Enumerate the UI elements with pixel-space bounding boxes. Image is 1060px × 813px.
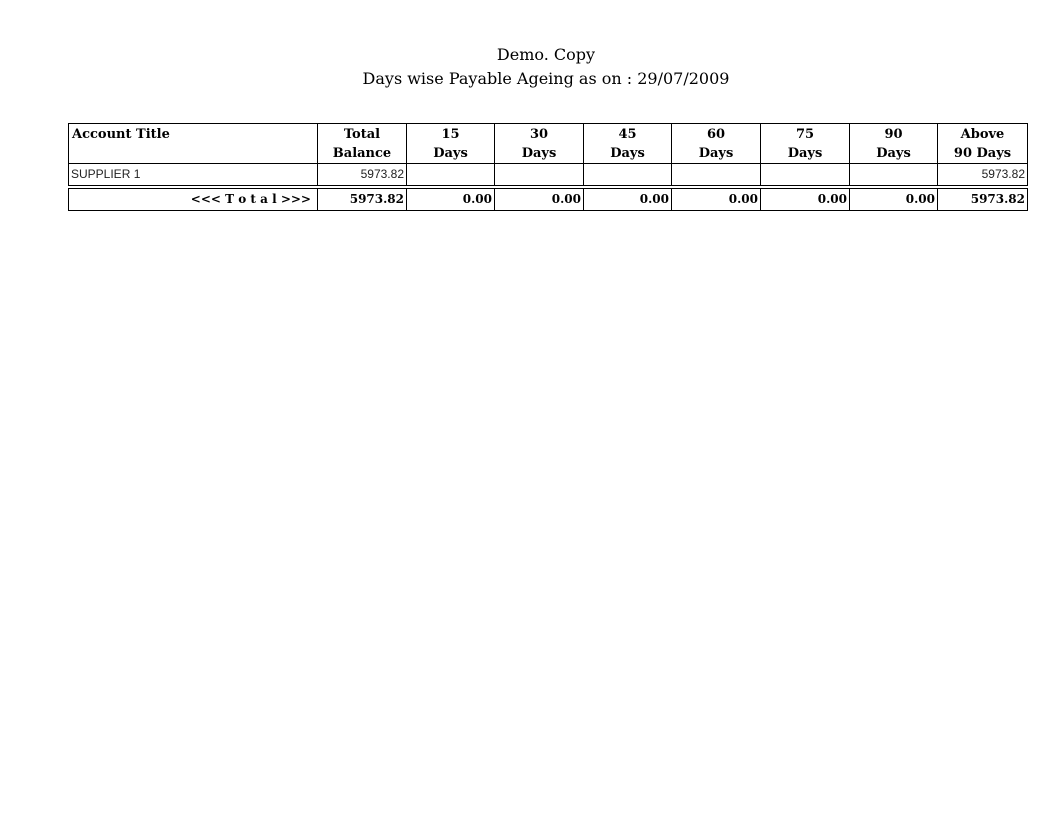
days-60-sum: 0.00 xyxy=(672,189,761,211)
column-header-30-days: 30 Days xyxy=(495,124,584,164)
total-balance-cell: 5973.82 xyxy=(318,164,407,186)
above-90-days-sum: 5973.82 xyxy=(938,189,1028,211)
column-header-account-title: Account Title xyxy=(69,124,318,164)
report-title: Days wise Payable Ageing as on : 29/07/2009 xyxy=(362,69,730,88)
column-header-90-days: 90 Days xyxy=(850,124,938,164)
account-title-cell: SUPPLIER 1 xyxy=(69,164,318,186)
ageing-table xyxy=(68,123,1028,211)
company-name: Demo. Copy xyxy=(496,45,596,64)
column-header-15-days: 15 Days xyxy=(407,124,495,164)
column-header-above-90-days: Above 90 Days xyxy=(938,124,1028,164)
column-header-45-days: 45 Days xyxy=(584,124,672,164)
days-75-cell xyxy=(761,164,850,186)
days-90-sum: 0.00 xyxy=(850,189,938,211)
header-row xyxy=(69,124,1028,164)
days-15-sum: 0.00 xyxy=(407,189,495,211)
total-label: <<< T o t a l >>> xyxy=(69,189,318,211)
days-75-sum: 0.00 xyxy=(761,189,850,211)
days-30-sum: 0.00 xyxy=(495,189,584,211)
total-balance-sum: 5973.82 xyxy=(318,189,407,211)
days-30-cell xyxy=(495,164,584,186)
days-90-cell xyxy=(850,164,938,186)
total-row xyxy=(69,189,1028,211)
days-45-sum: 0.00 xyxy=(584,189,672,211)
table-row xyxy=(69,164,1028,186)
days-15-cell xyxy=(407,164,495,186)
days-45-cell xyxy=(584,164,672,186)
column-header-total-balance: Total Balance xyxy=(318,124,407,164)
column-header-75-days: 75 Days xyxy=(761,124,850,164)
column-header-60-days: 60 Days xyxy=(672,124,761,164)
days-60-cell xyxy=(672,164,761,186)
above-90-days-cell: 5973.82 xyxy=(938,164,1028,186)
